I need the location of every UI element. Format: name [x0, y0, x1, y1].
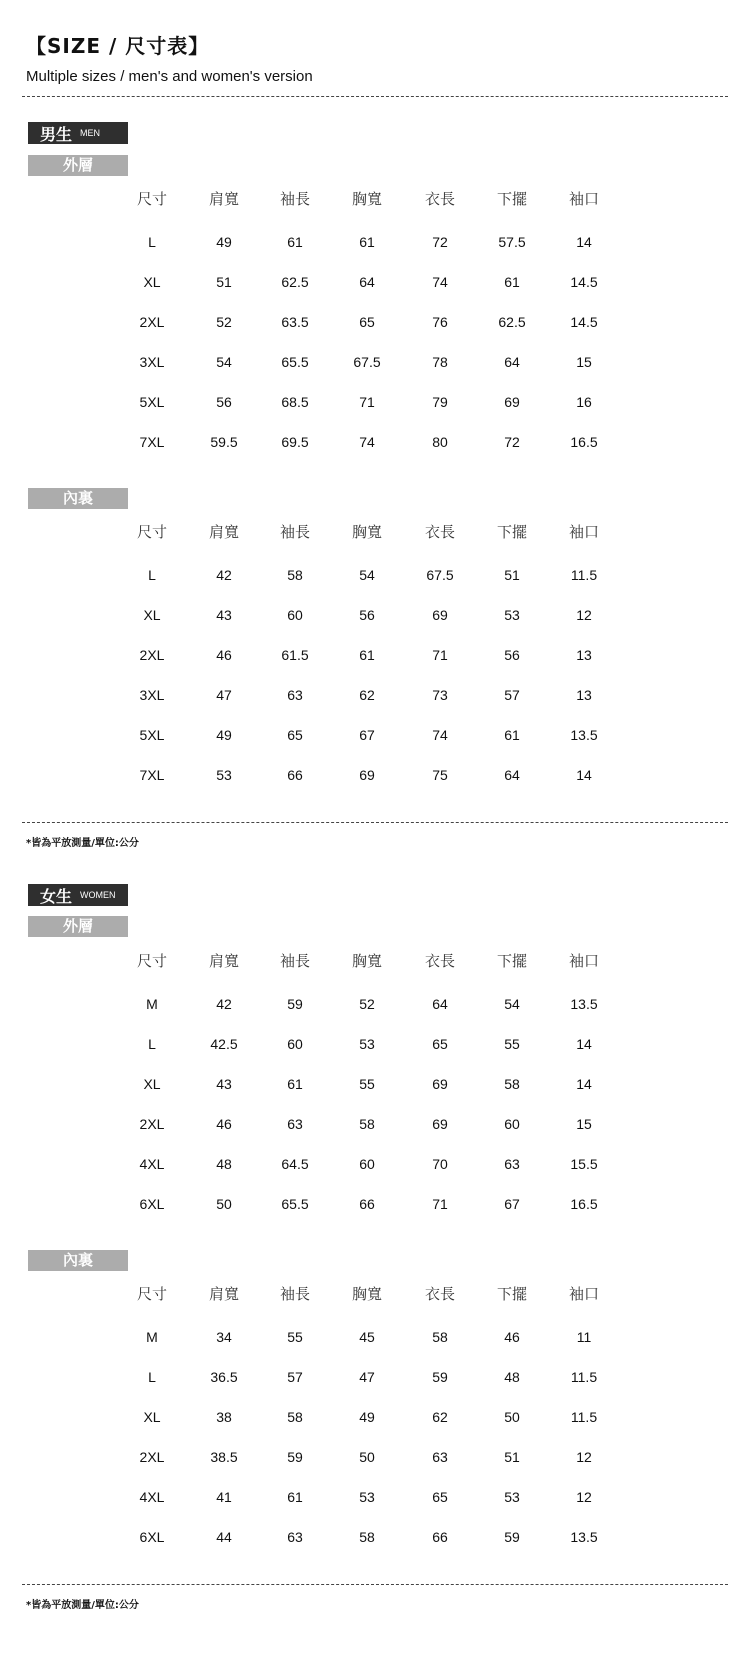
table-row	[117, 644, 637, 666]
measurement-cell: 63	[287, 1529, 303, 1545]
measurement-cell: 79	[432, 394, 448, 410]
measurement-cell: 61.5	[281, 647, 309, 663]
divider	[22, 822, 728, 823]
men-badge	[28, 122, 128, 144]
measurement-cell: 69	[504, 394, 520, 410]
size-cell: 7XL	[139, 767, 165, 783]
measurement-cell: 16.5	[570, 1196, 598, 1212]
measurement-cell: 15	[576, 1116, 592, 1132]
column-header: 尺寸	[136, 952, 167, 970]
column-header: 胸寬	[351, 1285, 382, 1303]
measurement-cell: 15	[576, 354, 592, 370]
measurement-cell: 51	[504, 1449, 520, 1465]
measurement-cell: 61	[359, 647, 375, 663]
measurement-cell: 63	[432, 1449, 448, 1465]
measurement-cell: 59	[287, 996, 303, 1012]
measurement-cell: 71	[359, 394, 375, 410]
measurement-cell: 69	[432, 607, 448, 623]
measurement-cell: 64	[504, 354, 520, 370]
column-header: 肩寬	[208, 952, 239, 970]
measurement-cell: 42.5	[210, 1036, 238, 1052]
measurement-cell: 57	[287, 1369, 303, 1385]
measurement-cell: 72	[432, 234, 448, 250]
divider	[22, 1584, 728, 1585]
size-cell: M	[146, 1329, 158, 1345]
table-row	[117, 1153, 637, 1175]
measurement-cell: 73	[432, 687, 448, 703]
table-row	[117, 724, 637, 746]
measurement-cell: 11.5	[570, 567, 598, 583]
measurement-cell: 12	[576, 607, 592, 623]
measurement-cell: 16	[576, 394, 592, 410]
measurement-cell: 13	[576, 687, 592, 703]
column-header: 肩寬	[208, 523, 239, 541]
table-row	[117, 1526, 637, 1548]
table-row	[117, 271, 637, 293]
measurement-cell: 12	[576, 1449, 592, 1465]
measurement-cell: 63	[504, 1156, 520, 1172]
measurement-cell: 51	[216, 274, 232, 290]
measurement-cell: 61	[287, 234, 303, 250]
size-cell: L	[148, 567, 156, 583]
measurement-cell: 68.5	[281, 394, 309, 410]
measurement-cell: 58	[504, 1076, 520, 1092]
measurement-cell: 45	[359, 1329, 375, 1345]
measurement-cell: 59.5	[210, 434, 238, 450]
measurement-cell: 42	[216, 567, 232, 583]
measurement-cell: 13.5	[570, 1529, 598, 1545]
measurement-cell: 49	[359, 1409, 375, 1425]
column-header: 胸寬	[351, 523, 382, 541]
size-cell: L	[148, 1036, 156, 1052]
table-row	[117, 1193, 637, 1215]
measurement-cell: 55	[287, 1329, 303, 1345]
measurement-cell: 56	[504, 647, 520, 663]
measurement-cell: 57.5	[498, 234, 526, 250]
size-cell: 4XL	[139, 1156, 165, 1172]
measurement-cell: 14.5	[570, 274, 598, 290]
table-row	[117, 431, 637, 453]
measurement-cell: 13.5	[570, 727, 598, 743]
measurement-cell: 14.5	[570, 314, 598, 330]
size-cell: XL	[143, 274, 161, 290]
measurement-cell: 70	[432, 1156, 448, 1172]
measurement-cell: 50	[504, 1409, 520, 1425]
measurement-cell: 67.5	[426, 567, 454, 583]
table-header-row	[117, 521, 637, 543]
measurement-cell: 64	[504, 767, 520, 783]
column-header: 肩寬	[208, 1285, 239, 1303]
measurement-cell: 38	[216, 1409, 232, 1425]
measurement-cell: 62	[359, 687, 375, 703]
table-header-row	[117, 950, 637, 972]
table-row	[117, 1073, 637, 1095]
table-row	[117, 1326, 637, 1348]
measurement-cell: 66	[432, 1529, 448, 1545]
measurement-cell: 74	[432, 274, 448, 290]
size-cell: 7XL	[139, 434, 165, 450]
column-header: 尺寸	[136, 1285, 167, 1303]
measurement-cell: 56	[216, 394, 232, 410]
size-cell: XL	[143, 1076, 161, 1092]
measurement-cell: 46	[216, 647, 232, 663]
measurement-cell: 58	[359, 1529, 375, 1545]
column-header: 袖口	[568, 952, 599, 970]
measurement-cell: 52	[359, 996, 375, 1012]
measurement-cell: 60	[359, 1156, 375, 1172]
measurement-cell: 74	[432, 727, 448, 743]
measurement-cell: 53	[504, 1489, 520, 1505]
measurement-cell: 64	[359, 274, 375, 290]
size-cell: 2XL	[139, 1116, 165, 1132]
measurement-cell: 49	[216, 727, 232, 743]
measurement-cell: 43	[216, 1076, 232, 1092]
measurement-cell: 59	[287, 1449, 303, 1465]
measurement-cell: 65.5	[281, 354, 309, 370]
column-header: 胸寬	[351, 190, 382, 208]
measurement-cell: 47	[216, 687, 232, 703]
measurement-cell: 63	[287, 687, 303, 703]
table-row	[117, 231, 637, 253]
men-inner-label: 內裏	[28, 488, 128, 509]
column-header: 衣長	[424, 952, 455, 970]
measurement-cell: 47	[359, 1369, 375, 1385]
measurement-cell: 49	[216, 234, 232, 250]
women-label-zh: 女生	[40, 886, 73, 906]
size-cell: 6XL	[139, 1196, 165, 1212]
column-header: 袖口	[568, 1285, 599, 1303]
size-cell: 3XL	[139, 687, 165, 703]
measurement-cell: 50	[359, 1449, 375, 1465]
measurement-cell: 48	[504, 1369, 520, 1385]
measurement-cell: 67	[504, 1196, 520, 1212]
column-header: 下擺	[496, 523, 527, 541]
table-row	[117, 1033, 637, 1055]
measurement-cell: 53	[504, 607, 520, 623]
measurement-cell: 65	[287, 727, 303, 743]
column-header: 下擺	[496, 190, 527, 208]
size-cell: 6XL	[139, 1529, 165, 1545]
measurement-cell: 61	[504, 274, 520, 290]
measurement-cell: 54	[359, 567, 375, 583]
size-cell: 5XL	[139, 394, 165, 410]
measurement-cell: 62	[432, 1409, 448, 1425]
measurement-cell: 78	[432, 354, 448, 370]
column-header: 袖口	[568, 190, 599, 208]
table-row	[117, 1446, 637, 1468]
measurement-cell: 61	[287, 1489, 303, 1505]
measurement-cell: 58	[359, 1116, 375, 1132]
measurement-cell: 54	[504, 996, 520, 1012]
measurement-cell: 42	[216, 996, 232, 1012]
measurement-cell: 69.5	[281, 434, 309, 450]
measurement-cell: 59	[432, 1369, 448, 1385]
women-badge	[28, 884, 128, 906]
column-header: 袖長	[279, 952, 310, 970]
measurement-cell: 38.5	[210, 1449, 238, 1465]
measurement-cell: 43	[216, 607, 232, 623]
men-outer-label: 外層	[28, 155, 128, 176]
measurement-cell: 72	[504, 434, 520, 450]
page-subtitle: Multiple sizes / men's and women's version	[26, 68, 313, 85]
table-row	[117, 1366, 637, 1388]
divider	[22, 96, 728, 97]
women-label-en: WOMEN	[80, 890, 116, 900]
measurement-cell: 74	[359, 434, 375, 450]
measurement-cell: 69	[432, 1116, 448, 1132]
column-header: 衣長	[424, 1285, 455, 1303]
measurement-cell: 56	[359, 607, 375, 623]
table-row	[117, 993, 637, 1015]
measurement-cell: 76	[432, 314, 448, 330]
size-cell: 2XL	[139, 1449, 165, 1465]
measurement-cell: 64	[432, 996, 448, 1012]
size-cell: 2XL	[139, 314, 165, 330]
measurement-cell: 69	[432, 1076, 448, 1092]
measurement-cell: 65	[359, 314, 375, 330]
column-header: 尺寸	[136, 523, 167, 541]
measurement-cell: 69	[359, 767, 375, 783]
measurement-cell: 11.5	[570, 1409, 598, 1425]
column-header: 袖長	[279, 1285, 310, 1303]
column-header: 衣長	[424, 190, 455, 208]
measurement-cell: 62.5	[498, 314, 526, 330]
measurement-cell: 75	[432, 767, 448, 783]
measurement-cell: 44	[216, 1529, 232, 1545]
table-row	[117, 684, 637, 706]
measurement-cell: 55	[504, 1036, 520, 1052]
measurement-cell: 14	[576, 1036, 592, 1052]
measurement-cell: 53	[359, 1036, 375, 1052]
measurement-cell: 61	[359, 234, 375, 250]
measurement-cell: 57	[504, 687, 520, 703]
table-row	[117, 604, 637, 626]
table-row	[117, 1486, 637, 1508]
measurement-cell: 58	[432, 1329, 448, 1345]
column-header: 袖長	[279, 190, 310, 208]
table-row	[117, 1406, 637, 1428]
size-cell: M	[146, 996, 158, 1012]
column-header: 下擺	[496, 1285, 527, 1303]
column-header: 肩寬	[208, 190, 239, 208]
measurement-cell: 67.5	[353, 354, 381, 370]
table-row	[117, 1113, 637, 1135]
measurement-cell: 66	[287, 767, 303, 783]
measurement-cell: 60	[287, 607, 303, 623]
measurement-cell: 52	[216, 314, 232, 330]
measurement-cell: 58	[287, 567, 303, 583]
measurement-cell: 14	[576, 767, 592, 783]
measurement-cell: 60	[287, 1036, 303, 1052]
measurement-cell: 63.5	[281, 314, 309, 330]
measurement-cell: 15.5	[570, 1156, 598, 1172]
table-row	[117, 311, 637, 333]
men-label-zh: 男生	[40, 124, 73, 144]
size-cell: 2XL	[139, 647, 165, 663]
measurement-cell: 65	[432, 1036, 448, 1052]
measurement-cell: 61	[287, 1076, 303, 1092]
size-cell: XL	[143, 1409, 161, 1425]
column-header: 胸寬	[351, 952, 382, 970]
women-outer-label: 外層	[28, 916, 128, 937]
measurement-note: *皆為平放測量/單位:公分	[26, 838, 139, 849]
measurement-cell: 66	[359, 1196, 375, 1212]
measurement-cell: 34	[216, 1329, 232, 1345]
measurement-cell: 80	[432, 434, 448, 450]
column-header: 袖長	[279, 523, 310, 541]
table-row	[117, 764, 637, 786]
table-row	[117, 391, 637, 413]
men-label-en: MEN	[80, 128, 101, 138]
measurement-cell: 53	[359, 1489, 375, 1505]
size-cell: 5XL	[139, 727, 165, 743]
measurement-cell: 13	[576, 647, 592, 663]
size-cell: XL	[143, 607, 161, 623]
table-row	[117, 351, 637, 373]
measurement-cell: 50	[216, 1196, 232, 1212]
measurement-cell: 41	[216, 1489, 232, 1505]
measurement-cell: 60	[504, 1116, 520, 1132]
column-header: 衣長	[424, 523, 455, 541]
page-title: 【SIZE / 尺寸表】	[26, 34, 210, 58]
measurement-cell: 13.5	[570, 996, 598, 1012]
table-header-row	[117, 188, 637, 210]
column-header: 袖口	[568, 523, 599, 541]
measurement-cell: 12	[576, 1489, 592, 1505]
measurement-cell: 61	[504, 727, 520, 743]
measurement-cell: 71	[432, 1196, 448, 1212]
measurement-note: *皆為平放測量/單位:公分	[26, 1600, 139, 1611]
measurement-cell: 62.5	[281, 274, 309, 290]
size-cell: 3XL	[139, 354, 165, 370]
table-header-row	[117, 1283, 637, 1305]
measurement-cell: 65.5	[281, 1196, 309, 1212]
size-cell: L	[148, 1369, 156, 1385]
measurement-cell: 16.5	[570, 434, 598, 450]
measurement-cell: 36.5	[210, 1369, 238, 1385]
measurement-cell: 51	[504, 567, 520, 583]
size-cell: L	[148, 234, 156, 250]
measurement-cell: 58	[287, 1409, 303, 1425]
size-cell: 4XL	[139, 1489, 165, 1505]
measurement-cell: 65	[432, 1489, 448, 1505]
measurement-cell: 64.5	[281, 1156, 309, 1172]
measurement-cell: 53	[216, 767, 232, 783]
measurement-cell: 46	[216, 1116, 232, 1132]
women-inner-label: 內裏	[28, 1250, 128, 1271]
measurement-cell: 11.5	[570, 1369, 598, 1385]
measurement-cell: 46	[504, 1329, 520, 1345]
column-header: 下擺	[496, 952, 527, 970]
measurement-cell: 59	[504, 1529, 520, 1545]
measurement-cell: 63	[287, 1116, 303, 1132]
table-row	[117, 564, 637, 586]
measurement-cell: 14	[576, 1076, 592, 1092]
measurement-cell: 11	[576, 1329, 592, 1345]
measurement-cell: 67	[359, 727, 375, 743]
measurement-cell: 55	[359, 1076, 375, 1092]
measurement-cell: 71	[432, 647, 448, 663]
column-header: 尺寸	[136, 190, 167, 208]
measurement-cell: 48	[216, 1156, 232, 1172]
measurement-cell: 14	[576, 234, 592, 250]
measurement-cell: 54	[216, 354, 232, 370]
